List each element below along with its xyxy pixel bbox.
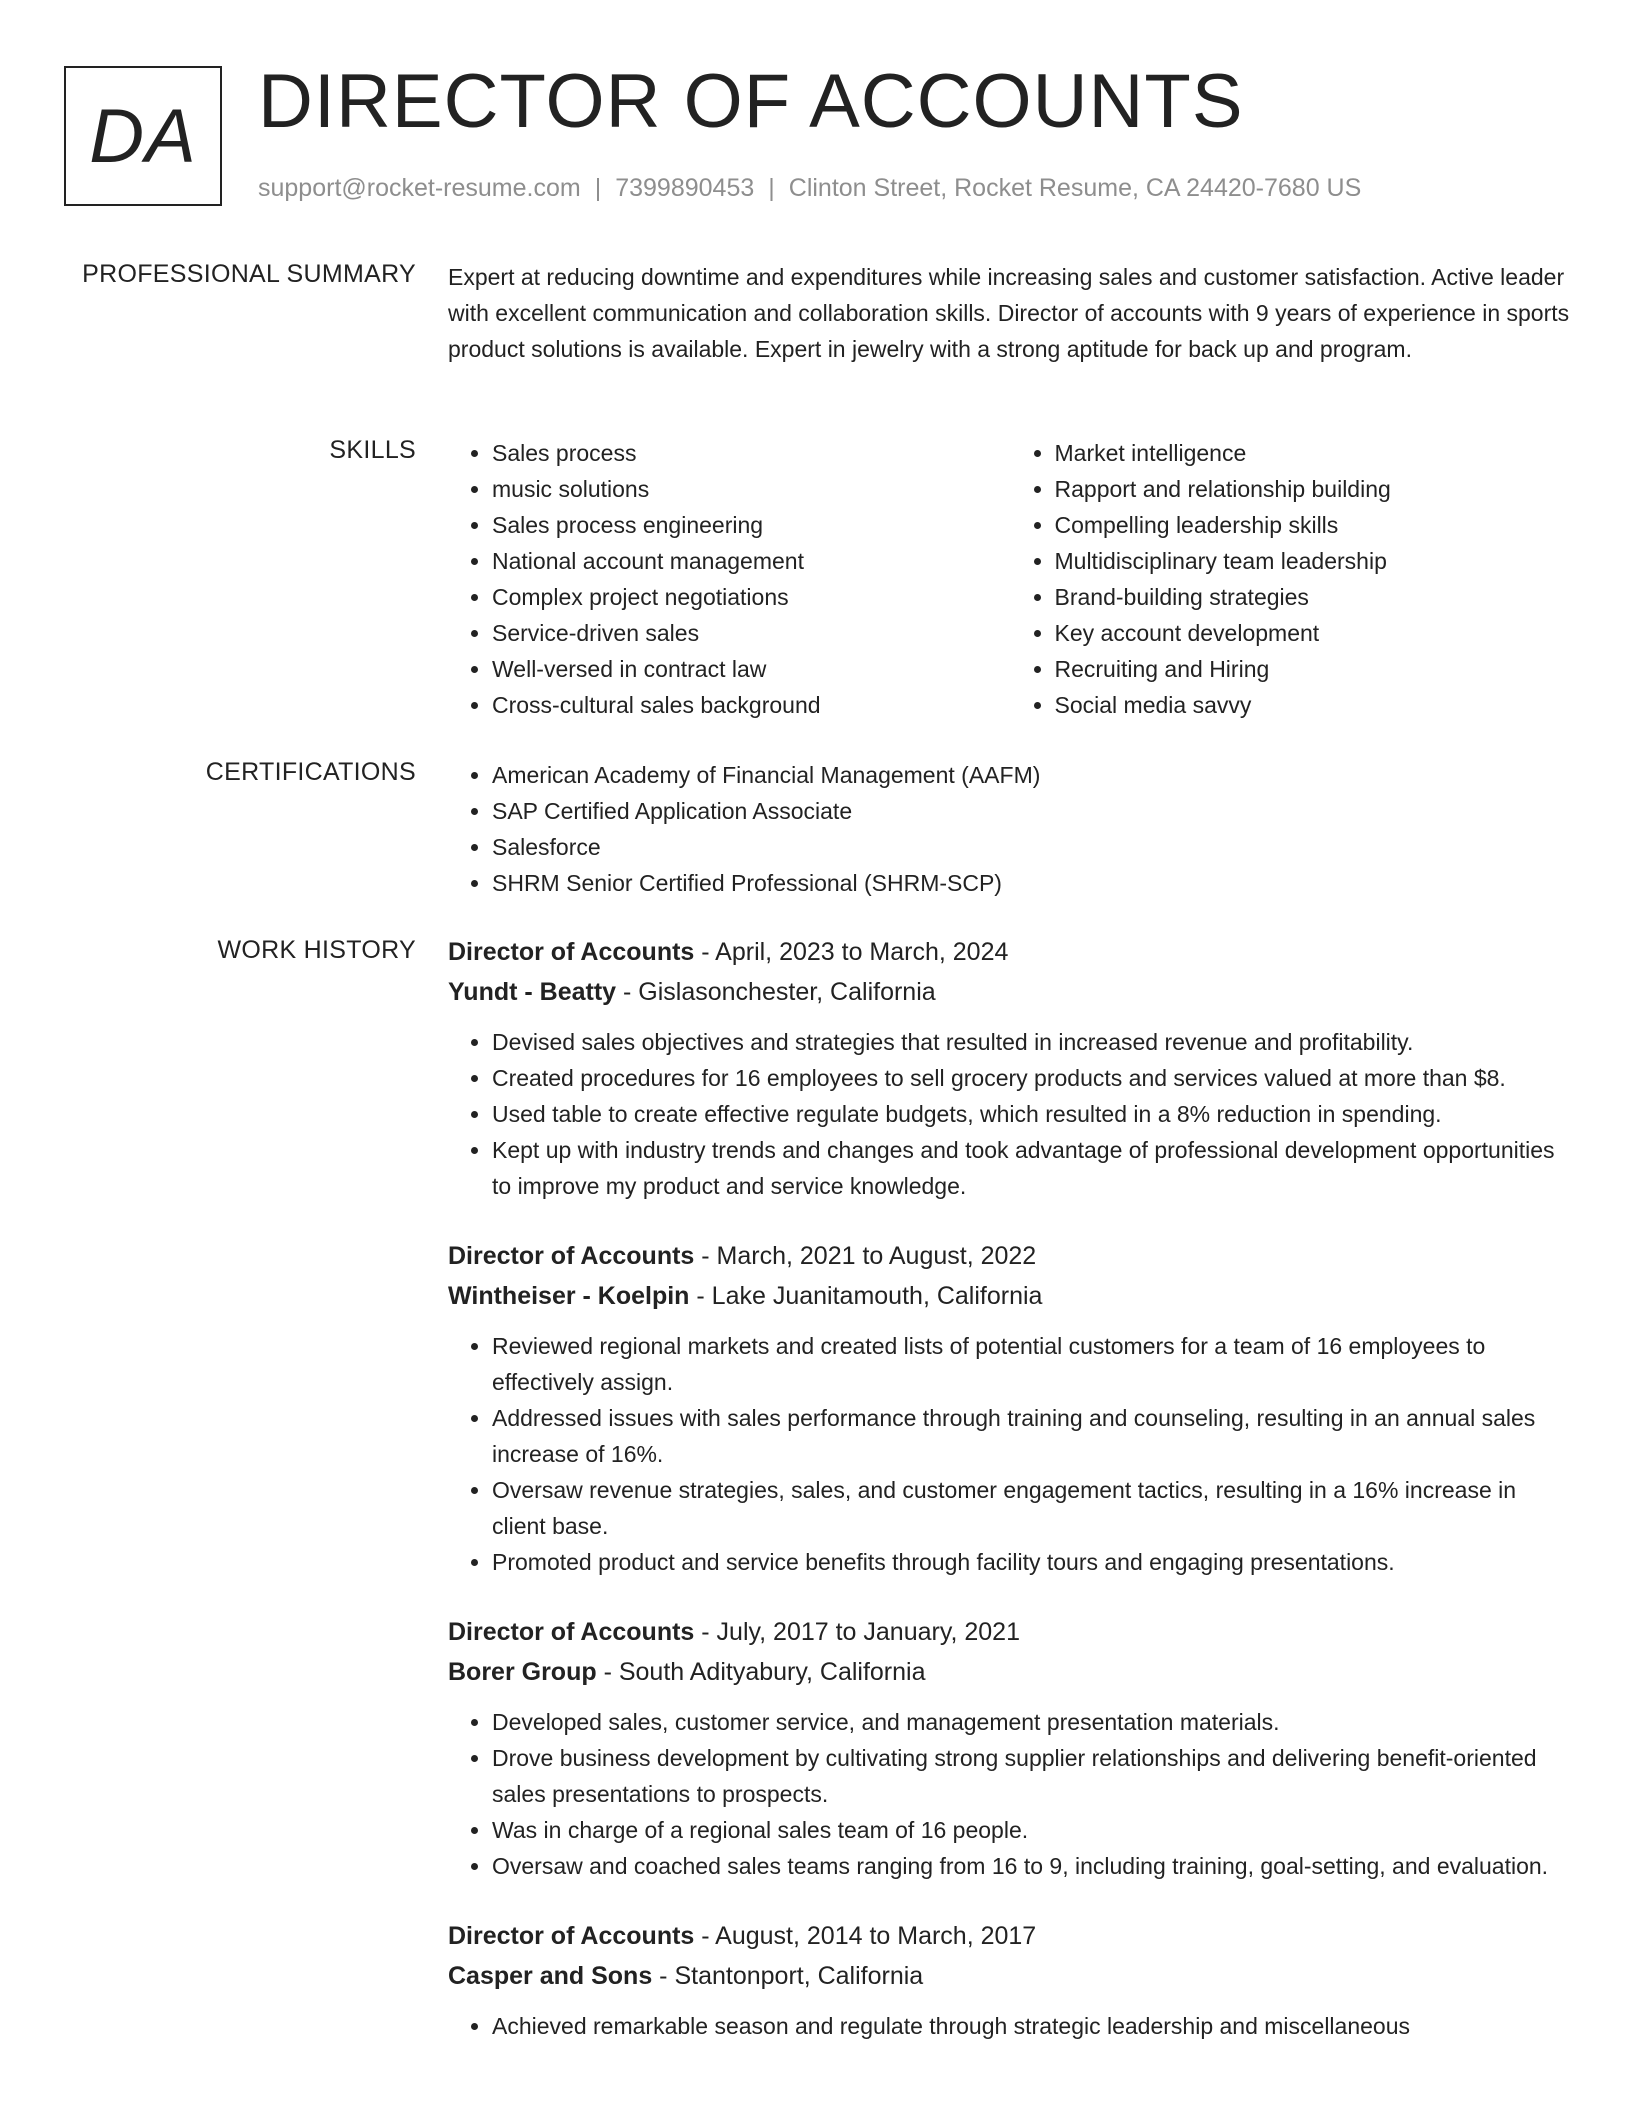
job-company-line	[448, 1276, 1573, 1316]
skill-item: • Multidisciplinary team leadership	[1055, 543, 1574, 579]
job-bullet: • Reviewed regional markets and created lists of potential customers for a team of 16 employees to effectively assign.	[492, 1328, 1573, 1400]
job-entry	[448, 1236, 1573, 1580]
job-bullet: • Developed sales, customer service, and management presentation materials.	[492, 1704, 1573, 1740]
job-title: Director of Accounts	[448, 1242, 695, 1270]
certification-item: • American Academy of Financial Management (AAFM)	[492, 757, 1573, 793]
job-location: - Stantonport, California	[652, 1962, 924, 1990]
skill-item: • Well-versed in contract law	[492, 651, 1011, 687]
job-title: Director of Accounts	[448, 1618, 695, 1646]
job-title: Director of Accounts	[448, 1922, 695, 1950]
job-title: Director of Accounts	[448, 938, 695, 966]
job-dates: - April, 2023 to March, 2024	[694, 938, 1009, 966]
job-company-line	[448, 1652, 1573, 1692]
contact-separator: |	[768, 174, 775, 202]
job-company-line	[448, 972, 1573, 1012]
job-dates: - July, 2017 to January, 2021	[694, 1618, 1020, 1646]
skill-item: • Key account development	[1055, 615, 1574, 651]
skill-item: • Recruiting and Hiring	[1055, 651, 1574, 687]
job-dates: - March, 2021 to August, 2022	[694, 1242, 1037, 1270]
job-entry	[448, 1916, 1573, 2044]
skill-item: • Complex project negotiations	[492, 579, 1011, 615]
skill-item: • Cross-cultural sales background	[492, 687, 1011, 723]
job-title-line	[448, 1612, 1573, 1652]
job-bullets	[448, 1704, 1573, 1884]
certification-item: • SHRM Senior Certified Professional (SHRM-SCP)	[492, 865, 1573, 901]
job-bullet: • Used table to create effective regulate budgets, which resulted in a 8% reduction in spending.	[492, 1096, 1573, 1132]
certifications-list	[448, 757, 1573, 901]
job-bullet: • Drove business development by cultivating strong supplier relationships and delivering benefit-oriented sales presentations to prospects.	[492, 1740, 1573, 1812]
skill-item: • National account management	[492, 543, 1011, 579]
job-bullet: • Promoted product and service benefits through facility tours and engaging presentations.	[492, 1544, 1573, 1580]
section-label-skills: SKILLS	[329, 436, 416, 464]
job-company: Yundt - Beatty	[448, 978, 617, 1006]
section-label-summary: PROFESSIONAL SUMMARY	[82, 260, 416, 288]
job-bullet: • Created procedures for 16 employees to sell grocery products and services valued at more than $8.	[492, 1060, 1573, 1096]
skill-item: • Sales process	[492, 435, 1011, 471]
contact-address: Clinton Street, Rocket Resume, CA 24420-7680 US	[788, 174, 1362, 202]
skill-item: • Rapport and relationship building	[1055, 471, 1574, 507]
job-entry	[448, 932, 1573, 1204]
job-location: - South Adityabury, California	[596, 1658, 926, 1686]
job-bullet: • Addressed issues with sales performance through training and counseling, resulting in an annual sales increase of 16%.	[492, 1400, 1573, 1472]
skill-item: • Brand-building strategies	[1055, 579, 1574, 615]
skill-item: • Social media savvy	[1055, 687, 1574, 723]
section-label-work-history: WORK HISTORY	[217, 936, 416, 964]
job-company-line	[448, 1956, 1573, 1996]
job-location: - Lake Juanitamouth, California	[689, 1282, 1043, 1310]
job-location: - Gislasonchester, California	[616, 978, 936, 1006]
skill-item: • music solutions	[492, 471, 1011, 507]
skills-list-left	[448, 435, 1011, 723]
contact-phone: 7399890453	[615, 174, 755, 202]
job-bullets	[448, 2008, 1573, 2044]
job-entry	[448, 1612, 1573, 1884]
monogram: DA	[64, 66, 222, 206]
job-title-line	[448, 932, 1573, 972]
job-dates: - August, 2014 to March, 2017	[694, 1922, 1037, 1950]
skill-item: • Market intelligence	[1055, 435, 1574, 471]
job-bullet: • Devised sales objectives and strategies that resulted in increased revenue and profitability.	[492, 1024, 1573, 1060]
certification-item: • Salesforce	[492, 829, 1573, 865]
skill-item: • Sales process engineering	[492, 507, 1011, 543]
page-title: DIRECTOR OF ACCOUNTS	[258, 59, 1244, 144]
job-bullet: • Oversaw and coached sales teams ranging from 16 to 9, including training, goal-setting, and evaluation.	[492, 1848, 1573, 1884]
job-bullet: • Was in charge of a regional sales team of 16 people.	[492, 1812, 1573, 1848]
job-bullet: • Oversaw revenue strategies, sales, and customer engagement tactics, resulting in a 16% increase in client base.	[492, 1472, 1573, 1544]
summary-text: Expert at reducing downtime and expenditures while increasing sales and customer satisfaction. Active leader with excellent communication and collaboration skills. Director of accounts with 9 years of experience in sports product solutions is available. Expert in jewelry with a strong aptitude for back up and program.	[448, 264, 1570, 362]
skill-item: • Compelling leadership skills	[1055, 507, 1574, 543]
job-company: Wintheiser - Koelpin	[448, 1282, 690, 1310]
job-company: Casper and Sons	[448, 1962, 653, 1990]
job-bullet: • Achieved remarkable season and regulate through strategic leadership and miscellaneous	[492, 2008, 1573, 2044]
contact-email: support@rocket-resume.com	[258, 174, 581, 202]
job-title-line	[448, 1916, 1573, 1956]
job-bullets	[448, 1328, 1573, 1580]
contact-line	[258, 174, 1361, 203]
job-company: Borer Group	[448, 1658, 597, 1686]
job-bullet: • Kept up with industry trends and changes and took advantage of professional development opportunities to improve my product and service knowledge.	[492, 1132, 1573, 1204]
section-label-certifications: CERTIFICATIONS	[205, 758, 416, 786]
skills-list-right	[1011, 435, 1574, 723]
skill-item: • Service-driven sales	[492, 615, 1011, 651]
job-bullets	[448, 1024, 1573, 1204]
contact-separator: |	[594, 174, 602, 202]
certification-item: • SAP Certified Application Associate	[492, 793, 1573, 829]
job-title-line	[448, 1236, 1573, 1276]
